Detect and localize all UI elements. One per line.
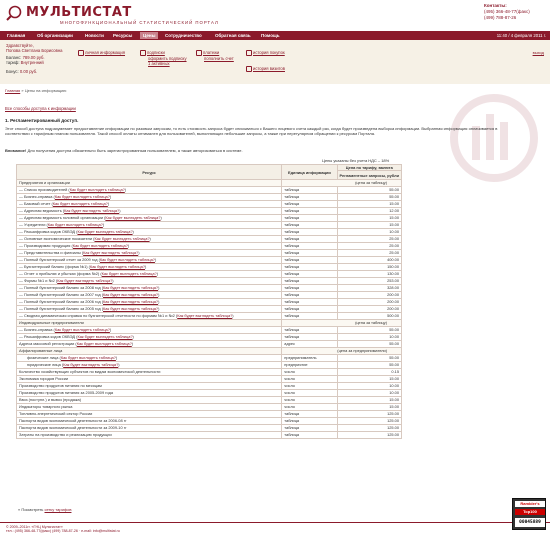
- unit-cell: таблица: [282, 229, 337, 236]
- price-cell: 200.00: [337, 306, 401, 313]
- resource-cell: — Сводная динамическая справка по бухгалтерской отчетности по формам №1 и №2 (Как будет выглядеть таблица?): [17, 313, 282, 320]
- table-row: [17, 418, 402, 425]
- attention-label: Внимание!: [5, 148, 27, 153]
- unit-cell: предприниматель: [282, 355, 337, 362]
- resource-title: — Бухгалтерский баланс (форма №1): [19, 264, 88, 270]
- price-cell: 15.00: [337, 404, 401, 411]
- resource-title: Ввоз (поступл.) и вывоз (продажа): [19, 397, 81, 403]
- resource-title: — Полный бухгалтерский баланс за 2006 год: [19, 299, 101, 305]
- user-panel: [0, 40, 550, 84]
- unit-cell: таблица: [282, 292, 337, 299]
- resource-title: — Базовый отчет: [19, 201, 51, 207]
- header: [0, 0, 550, 30]
- quick-visits: [246, 66, 285, 72]
- table-row: [17, 201, 402, 208]
- preview-table-link[interactable]: Как будет выглядеть таблица?: [47, 222, 103, 228]
- unit-cell: таблица: [282, 299, 337, 306]
- unit-cell: таблица: [282, 313, 337, 320]
- table-row: [17, 397, 402, 404]
- resource-title: Топливно-энергетический сектор России: [19, 411, 93, 417]
- quick-history: [246, 50, 285, 56]
- badge-rambler: Rambler's: [515, 501, 545, 507]
- brand-tagline: МНОГОФУНКЦИОНАЛЬНЫЙ СТАТИСТИЧЕСКИЙ ПОРТАЛ: [60, 20, 219, 25]
- resource-title: — Расшифровка кодов ОКВЭД: [19, 334, 76, 340]
- table-row: [17, 278, 402, 285]
- header-price: Цена по тарифу, валюта: [337, 165, 401, 171]
- balance-label: Баланс:: [6, 55, 22, 60]
- group-title: Предприятия и организации: [17, 180, 282, 187]
- price-cell: 125.00: [337, 432, 401, 439]
- unit-cell: адрес: [282, 341, 337, 348]
- header-price-sub: Регламентные запросы, рубли: [337, 171, 401, 180]
- resource-title: — Полный бухгалтерский отчет за 2009 год: [19, 257, 98, 263]
- footer-copyright: © 2009–2011гг. «ГНЦ Мультистат»: [6, 525, 63, 529]
- preview-table-link[interactable]: Как будет выглядеть таблица?: [83, 250, 139, 256]
- unit-cell: число: [282, 369, 337, 376]
- resource-cell: [17, 411, 282, 418]
- resource-title: Паспорта видов экономической деятельности за 2009-10 гг: [19, 425, 127, 431]
- resource-cell: [17, 390, 282, 397]
- resource-title: юридические лица: [27, 362, 61, 368]
- breadcrumb-home[interactable]: Главная: [5, 88, 21, 93]
- preview-table-link[interactable]: Как будет выглядеть таблица?: [54, 327, 110, 333]
- current-date: 11:40 / 4 февраля 2011 г.: [496, 33, 546, 38]
- table-row: [17, 411, 402, 418]
- table-row: [17, 243, 402, 250]
- unit-cell: таблица: [282, 236, 337, 243]
- tariff-grid-link[interactable]: сетку тарифов: [44, 507, 72, 512]
- group-price-note: (цена за таблицу): [282, 320, 402, 327]
- price-cell: 15.00: [337, 376, 401, 383]
- bonus-value: 0.00 руб.: [19, 69, 38, 74]
- contacts: [484, 3, 530, 20]
- contacts-label: Контакты:: [484, 3, 507, 8]
- bonus-label: Бонус:: [6, 69, 19, 74]
- resource-cell: физические лица (Как будет выглядеть таблица?): [17, 355, 282, 362]
- resource-title: — Полный бухгалтерский баланс за 2007 год: [19, 292, 101, 298]
- clock-icon: [246, 66, 252, 72]
- header-unit: Единица информации: [282, 165, 337, 180]
- user-info: [6, 43, 62, 74]
- table-row: [17, 215, 402, 222]
- unit-cell: таблица: [282, 411, 337, 418]
- group-title: Индивидуальные предприниматели: [17, 320, 282, 327]
- preview-table-link[interactable]: Как будет выглядеть таблица?: [103, 292, 159, 298]
- resource-cell: — Адресная ведомость (Как будет выглядеть таблица?): [17, 208, 282, 215]
- contacts-phone2: (499) 788-87-26: [484, 14, 517, 20]
- footer-contacts: тел.: (495) 366-48-77(факс) (499) 788-87-26 · e-mail: info@multistat.ru: [6, 529, 120, 534]
- unit-cell: таблица: [282, 278, 337, 285]
- subscription-icon: [140, 50, 146, 56]
- resource-cell: — Адресная ведомость головной организации (Как будет выглядеть таблица?): [17, 215, 282, 222]
- resource-title: — Расшифровка кодов ОКВЭД: [19, 229, 76, 235]
- rambler-counter-badge[interactable]: [512, 498, 546, 530]
- user-greeting: Здравствуйте,: [6, 43, 34, 48]
- preview-table-link[interactable]: Как будет выглядеть таблица?: [54, 194, 110, 200]
- unit-cell: таблица: [282, 215, 337, 222]
- resource-cell: — Отчет о прибылях и убытках (форма №2) (Как будет выглядеть таблица?): [17, 271, 282, 278]
- section-title: 1. Регламентированный доступ.: [5, 118, 79, 123]
- resource-title: — Адресная ведомость: [19, 208, 62, 214]
- unit-cell: таблица: [282, 264, 337, 271]
- preview-table-link[interactable]: Как будет выглядеть таблица?: [63, 362, 119, 368]
- table-group-row: [17, 348, 402, 355]
- quick-personal: [78, 50, 125, 56]
- table-row: [17, 187, 402, 194]
- group-price-note: (цена за предприниматели): [282, 348, 402, 355]
- preview-table-link[interactable]: Как будет выглядеть таблица?: [77, 334, 133, 340]
- logout-link[interactable]: выход: [532, 50, 544, 55]
- preview-table-link[interactable]: Как будет выглядеть таблица?: [60, 355, 116, 361]
- price-cell: 10.00: [337, 334, 401, 341]
- subscribe-now-link[interactable]: оформить подписку: [148, 56, 187, 61]
- unit-cell: число: [282, 376, 337, 383]
- resource-title: Производство продуктов питания по месяцам: [19, 383, 102, 389]
- resource-cell: — Бизнес-справка (Как будет выглядеть таблица?): [17, 194, 282, 201]
- resource-cell: [17, 397, 282, 404]
- table-row: [17, 383, 402, 390]
- purchase-history-link[interactable]: история покупок: [253, 50, 285, 56]
- price-cell: 328.00: [337, 285, 401, 292]
- unit-cell: число: [282, 404, 337, 411]
- resource-cell: Адреса массовой регистрации (Как будет выглядеть таблица?): [17, 341, 282, 348]
- resource-title: — Полный бухгалтерский баланс за 2005 год: [19, 306, 101, 312]
- table-row: [17, 334, 402, 341]
- resource-title: — Полный бухгалтерский баланс за 2008 год: [19, 285, 101, 291]
- vat-note: Цены указаны без учета НДС – 18%: [322, 158, 390, 163]
- preview-table-link[interactable]: Как будет выглядеть таблица?: [72, 243, 128, 249]
- table-row: [17, 285, 402, 292]
- all-access-methods-link[interactable]: Все способы доступа к информации: [5, 106, 76, 111]
- price-cell: 55.00: [337, 327, 401, 334]
- unit-cell: таблица: [282, 257, 337, 264]
- price-table-body: [17, 180, 402, 439]
- section-intro: Этот способ доступа подразумевает предоставление информации по разовым запросам, то есть стоимость запроса будет списываться с Вашего лицевого счета каждый раз, когда будет произведена выборка информации. Выбранная информация оплачивается в соответствии с тарифным планом пользователя. Такой способ оплаты оптимален для пользователей, выполняющих небольшие запросы, а также при нерегулярном обращении к ресурсам Портала.: [5, 126, 498, 136]
- unit-cell: таблица: [282, 334, 337, 341]
- badge-top100: Top100: [515, 509, 545, 515]
- table-row: [17, 313, 402, 320]
- resource-title: — Учредители: [19, 222, 46, 228]
- price-cell: 15.00: [337, 222, 401, 229]
- breadcrumb-separator: »: [21, 88, 24, 93]
- table-row: [17, 271, 402, 278]
- table-row: [17, 222, 402, 229]
- price-cell: 0.15: [337, 369, 401, 376]
- unit-cell: таблица: [282, 327, 337, 334]
- price-cell: 12.00: [337, 208, 401, 215]
- nav-item-help[interactable]: Помощь: [261, 33, 280, 38]
- nav-item-resources[interactable]: Ресурсы: [113, 33, 133, 38]
- resource-title: — Представительства и филиалы: [19, 250, 81, 256]
- resource-cell: [17, 432, 282, 439]
- active-subscriptions-link[interactable]: 1 активных: [148, 61, 170, 66]
- resource-cell: юридические лица (Как будет выглядеть таблица?): [17, 362, 282, 369]
- price-cell: 125.00: [337, 418, 401, 425]
- footer: [0, 522, 550, 534]
- preview-table-link[interactable]: Как будет выглядеть таблица?: [103, 306, 159, 312]
- resource-title: Индикаторы товарного рынка: [19, 404, 73, 410]
- resource-cell: — Бизнес-справка (Как будет выглядеть таблица?): [17, 327, 282, 334]
- price-table: [16, 164, 402, 439]
- resource-cell: [17, 404, 282, 411]
- unit-cell: таблица: [282, 201, 337, 208]
- resource-cell: — Расшифровка кодов ОКВЭД (Как будет выглядеть таблица?): [17, 334, 282, 341]
- preview-table-link[interactable]: Как будет выглядеть таблица?: [64, 208, 120, 214]
- quick-payments: [196, 50, 234, 61]
- price-cell: 15.00: [337, 397, 401, 404]
- table-row: [17, 236, 402, 243]
- table-row: [17, 208, 402, 215]
- unit-cell: таблица: [282, 208, 337, 215]
- price-cell: 25.00: [337, 250, 401, 257]
- price-cell: 25.00: [337, 243, 401, 250]
- price-cell: 200.00: [337, 299, 401, 306]
- nav-item-about[interactable]: Об организации: [37, 33, 73, 38]
- price-cell: 400.00: [337, 257, 401, 264]
- preview-table-link[interactable]: Как будет выглядеть таблица?: [177, 313, 233, 319]
- resource-cell: — Базовый отчет (Как будет выглядеть таблица?): [17, 201, 282, 208]
- unit-cell: таблица: [282, 243, 337, 250]
- price-cell: 130.00: [337, 271, 401, 278]
- price-cell: 25.00: [337, 236, 401, 243]
- resource-title: Затраты на производство и реализацию продукции: [19, 432, 112, 438]
- unit-cell: таблица: [282, 425, 337, 432]
- top-up-link[interactable]: пополнить счет: [204, 56, 234, 61]
- table-row: [17, 355, 402, 362]
- table-row: [17, 299, 402, 306]
- table-group-row: [17, 320, 402, 327]
- resource-title: — Основные экономические показатели: [19, 236, 93, 242]
- unit-cell: число: [282, 397, 337, 404]
- resource-cell: — Производимая продукция (Как будет выглядеть таблица?): [17, 243, 282, 250]
- resource-cell: — Полный бухгалтерский отчет за 2009 год (Как будет выглядеть таблица?): [17, 257, 282, 264]
- preview-table-link[interactable]: Как будет выглядеть таблица?: [99, 257, 155, 263]
- resource-cell: — Основные экономические показатели (Как будет выглядеть таблица?): [17, 236, 282, 243]
- table-row: [17, 376, 402, 383]
- unit-cell: число: [282, 390, 337, 397]
- profile-icon: [78, 50, 84, 56]
- breadcrumb-current: Цены на информацию: [24, 88, 67, 93]
- tariff-label: тариф:: [6, 60, 20, 65]
- nav-item-home[interactable]: Главная: [7, 33, 26, 38]
- preview-table-link[interactable]: Как будет выглядеть таблица?: [94, 236, 150, 242]
- resource-title: Паспорта видов экономической деятельности за 2006-08 гг: [19, 418, 127, 424]
- table-row: [17, 327, 402, 334]
- table-row: [17, 194, 402, 201]
- main-nav: [0, 31, 550, 40]
- preview-table-link[interactable]: Как будет выглядеть таблица?: [69, 187, 125, 193]
- preview-table-link[interactable]: Как будет выглядеть таблица?: [103, 285, 159, 291]
- resource-cell: [17, 369, 282, 376]
- resource-title: Экономика городов России: [19, 376, 69, 382]
- nav-item-cooperation[interactable]: Сотрудничество: [165, 33, 202, 38]
- group-title: Аффилированные лица: [17, 348, 282, 355]
- tariff-value[interactable]: Внутренний: [20, 60, 44, 65]
- price-cell: 125.00: [337, 411, 401, 418]
- quick-subscribe: [140, 50, 187, 66]
- attention-text: Для получения доступа обязательно быть зарегистрированным пользователем, а также авторизоваться в системе.: [27, 148, 243, 153]
- resource-cell: — Полный бухгалтерский баланс за 2006 год (Как будет выглядеть таблица?): [17, 299, 282, 306]
- price-cell: 55.00: [337, 194, 401, 201]
- resource-title: Адреса массовой регистрации: [19, 341, 75, 347]
- visit-history-link[interactable]: история визитов: [253, 66, 285, 72]
- price-cell: 500.00: [337, 313, 401, 320]
- preview-table-link[interactable]: Как будет выглядеть таблица?: [52, 201, 108, 207]
- resource-title: — Бизнес-справка: [19, 327, 53, 333]
- resource-title: Производство продуктов питания за 2005-2009 года: [19, 390, 114, 396]
- unit-cell: таблица: [282, 432, 337, 439]
- resource-cell: — Список производителей (Как будет выглядеть таблица?): [17, 187, 282, 194]
- price-cell: 125.00: [337, 425, 401, 432]
- watermark-icon: [442, 92, 542, 188]
- preview-table-link[interactable]: Как будет выглядеть таблица?: [105, 215, 161, 221]
- magnifier-logo-icon: [6, 5, 22, 21]
- table-row: [17, 341, 402, 348]
- price-cell: 10.00: [337, 390, 401, 397]
- resource-cell: [17, 376, 282, 383]
- resource-cell: [17, 425, 282, 432]
- resource-cell: — Бухгалтерский баланс (форма №1) (Как будет выглядеть таблица?): [17, 264, 282, 271]
- personal-info-link[interactable]: личная информация: [85, 50, 126, 56]
- table-row: [17, 362, 402, 369]
- unit-cell: таблица: [282, 250, 337, 257]
- payment-icon: [196, 50, 202, 56]
- resource-title: физические лица: [27, 355, 59, 361]
- payments-link[interactable]: платежи: [203, 50, 220, 56]
- preview-table-link[interactable]: Как будет выглядеть таблица?: [57, 278, 113, 284]
- unit-cell: таблица: [282, 187, 337, 194]
- resource-title: — Производимая продукция: [19, 243, 71, 249]
- breadcrumb: [5, 88, 66, 93]
- price-cell: 55.00: [337, 187, 401, 194]
- header-resource: Ресурс: [17, 165, 282, 180]
- price-cell: 55.00: [337, 355, 401, 362]
- unit-cell: таблица: [282, 194, 337, 201]
- table-row: [17, 292, 402, 299]
- cart-icon: [246, 50, 252, 56]
- badge-counter: 00045889: [515, 518, 545, 527]
- price-cell: 15.00: [337, 215, 401, 222]
- table-row: [17, 306, 402, 313]
- footer-info: [6, 525, 120, 533]
- resource-cell: — Учредители (Как будет выглядеть таблица?): [17, 222, 282, 229]
- resource-title: — Формы №1 и №2: [19, 278, 55, 284]
- table-row: [17, 229, 402, 236]
- resource-title: — Сводная динамическая справка по бухгалтерской отчетности по формам №1 и №2: [19, 313, 175, 319]
- resource-cell: — Формы №1 и №2 (Как будет выглядеть таблица?): [17, 278, 282, 285]
- table-row: [17, 404, 402, 411]
- unit-cell: таблица: [282, 418, 337, 425]
- unit-cell: таблица: [282, 285, 337, 292]
- table-group-row: [17, 180, 402, 187]
- preview-table-link[interactable]: Как будет выглядеть таблица?: [76, 341, 132, 347]
- attention-note: [5, 149, 515, 154]
- unit-cell: таблица: [282, 222, 337, 229]
- table-row: [17, 257, 402, 264]
- back-block: [18, 507, 71, 512]
- brand-name[interactable]: МУЛЬТИСТАТ: [26, 5, 132, 20]
- preview-table-link[interactable]: Как будет выглядеть таблица?: [103, 299, 159, 305]
- resource-cell: — Расшифровка кодов ОКВЭД (Как будет выглядеть таблица?): [17, 229, 282, 236]
- table-row: [17, 390, 402, 397]
- resource-cell: — Полный бухгалтерский баланс за 2008 год (Как будет выглядеть таблица?): [17, 285, 282, 292]
- user-name: Попова Светлана Борисовна: [6, 48, 63, 53]
- price-cell: 253.00: [337, 278, 401, 285]
- resource-title: — Отчет о прибылях и убытках (форма №2): [19, 271, 100, 277]
- resource-cell: [17, 418, 282, 425]
- price-cell: 10.00: [337, 229, 401, 236]
- price-cell: 55.00: [337, 362, 401, 369]
- preview-table-link[interactable]: Как будет выглядеть таблица?: [77, 229, 133, 235]
- balance-value: 789.00 руб.: [22, 55, 45, 60]
- table-row: [17, 369, 402, 376]
- table-row: [17, 432, 402, 439]
- preview-table-link[interactable]: Как будет выглядеть таблица?: [101, 271, 157, 277]
- nav-item-news[interactable]: Новости: [85, 33, 104, 38]
- nav-item-feedback[interactable]: Обратная связь: [215, 33, 251, 38]
- unit-cell: число: [282, 383, 337, 390]
- table-row: [17, 250, 402, 257]
- resource-title: — Бизнес-справка: [19, 194, 53, 200]
- resource-title: — Список производителей: [19, 187, 68, 193]
- price-cell: 15.00: [337, 201, 401, 208]
- resource-cell: — Полный бухгалтерский баланс за 2005 год (Как будет выглядеть таблица?): [17, 306, 282, 313]
- group-price-note: (цена за таблицу): [282, 180, 402, 187]
- preview-table-link[interactable]: Как будет выглядеть таблица?: [89, 264, 145, 270]
- unit-cell: таблица: [282, 271, 337, 278]
- contacts-phone1: (495) 366-48-77(факс): [484, 8, 530, 14]
- resource-cell: — Представительства и филиалы (Как будет выглядеть таблица?): [17, 250, 282, 257]
- resource-cell: [17, 383, 282, 390]
- nav-item-prices[interactable]: Цены: [140, 32, 158, 39]
- price-cell: 10.00: [337, 383, 401, 390]
- resource-title: Количество хозяйствующих субъектов по видам экономической деятельности: [19, 369, 161, 375]
- resource-title: — Адресная ведомость головной организации: [19, 215, 104, 221]
- table-row: [17, 264, 402, 271]
- price-cell: 200.00: [337, 292, 401, 299]
- price-cell: 150.00: [337, 264, 401, 271]
- price-cell: 55.00: [337, 341, 401, 348]
- resource-cell: — Полный бухгалтерский баланс за 2007 год (Как будет выглядеть таблица?): [17, 292, 282, 299]
- table-row: [17, 425, 402, 432]
- unit-cell: таблица: [282, 306, 337, 313]
- subscriptions-link[interactable]: подписки: [147, 50, 165, 56]
- unit-cell: предприятие: [282, 362, 337, 369]
- back-prefix: « Посмотреть: [18, 507, 45, 512]
